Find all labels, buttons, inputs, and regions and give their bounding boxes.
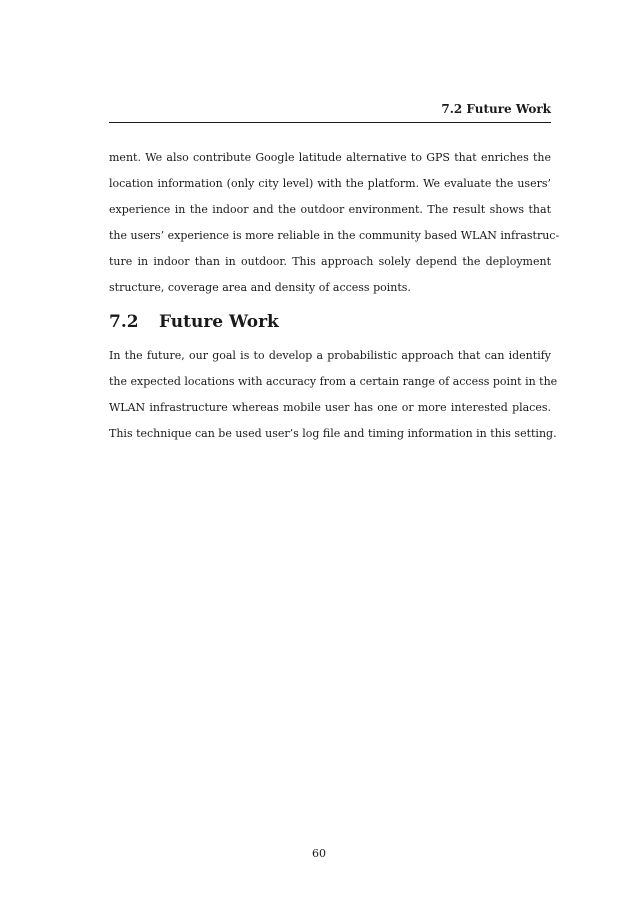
- section-title: Future Work: [159, 312, 279, 332]
- section-number: 7.2: [109, 312, 139, 332]
- paragraph-line: location information (only city level) with the platform. We evaluate the users’: [109, 177, 551, 190]
- paragraph-line: In the future, our goal is to develop a probabilistic approach that can identify: [109, 349, 551, 362]
- paragraph-line: ment. We also contribute Google latitude alternative to GPS that enriches the: [109, 151, 551, 164]
- paragraph-line: This technique can be used user’s log file and timing information in this setting.: [109, 427, 557, 440]
- paragraph-line: structure, coverage area and density of access points.: [109, 281, 411, 294]
- section-heading: [109, 309, 551, 335]
- paragraph-line: experience in the indoor and the outdoor environment. The result shows that: [109, 203, 551, 216]
- paragraph-line: the users’ experience is more reliable in the community based WLAN infrastruc-: [109, 229, 560, 242]
- header-rule: [109, 122, 551, 123]
- paragraph-line: ture in indoor than in outdoor. This approach solely depend the deployment: [109, 255, 551, 268]
- running-header: 7.2 Future Work: [441, 102, 551, 116]
- page-number: 60: [312, 847, 326, 860]
- paragraph-line: the expected locations with accuracy from a certain range of access point in the: [109, 375, 558, 388]
- paragraph-line: WLAN infrastructure whereas mobile user has one or more interested places.: [109, 401, 551, 414]
